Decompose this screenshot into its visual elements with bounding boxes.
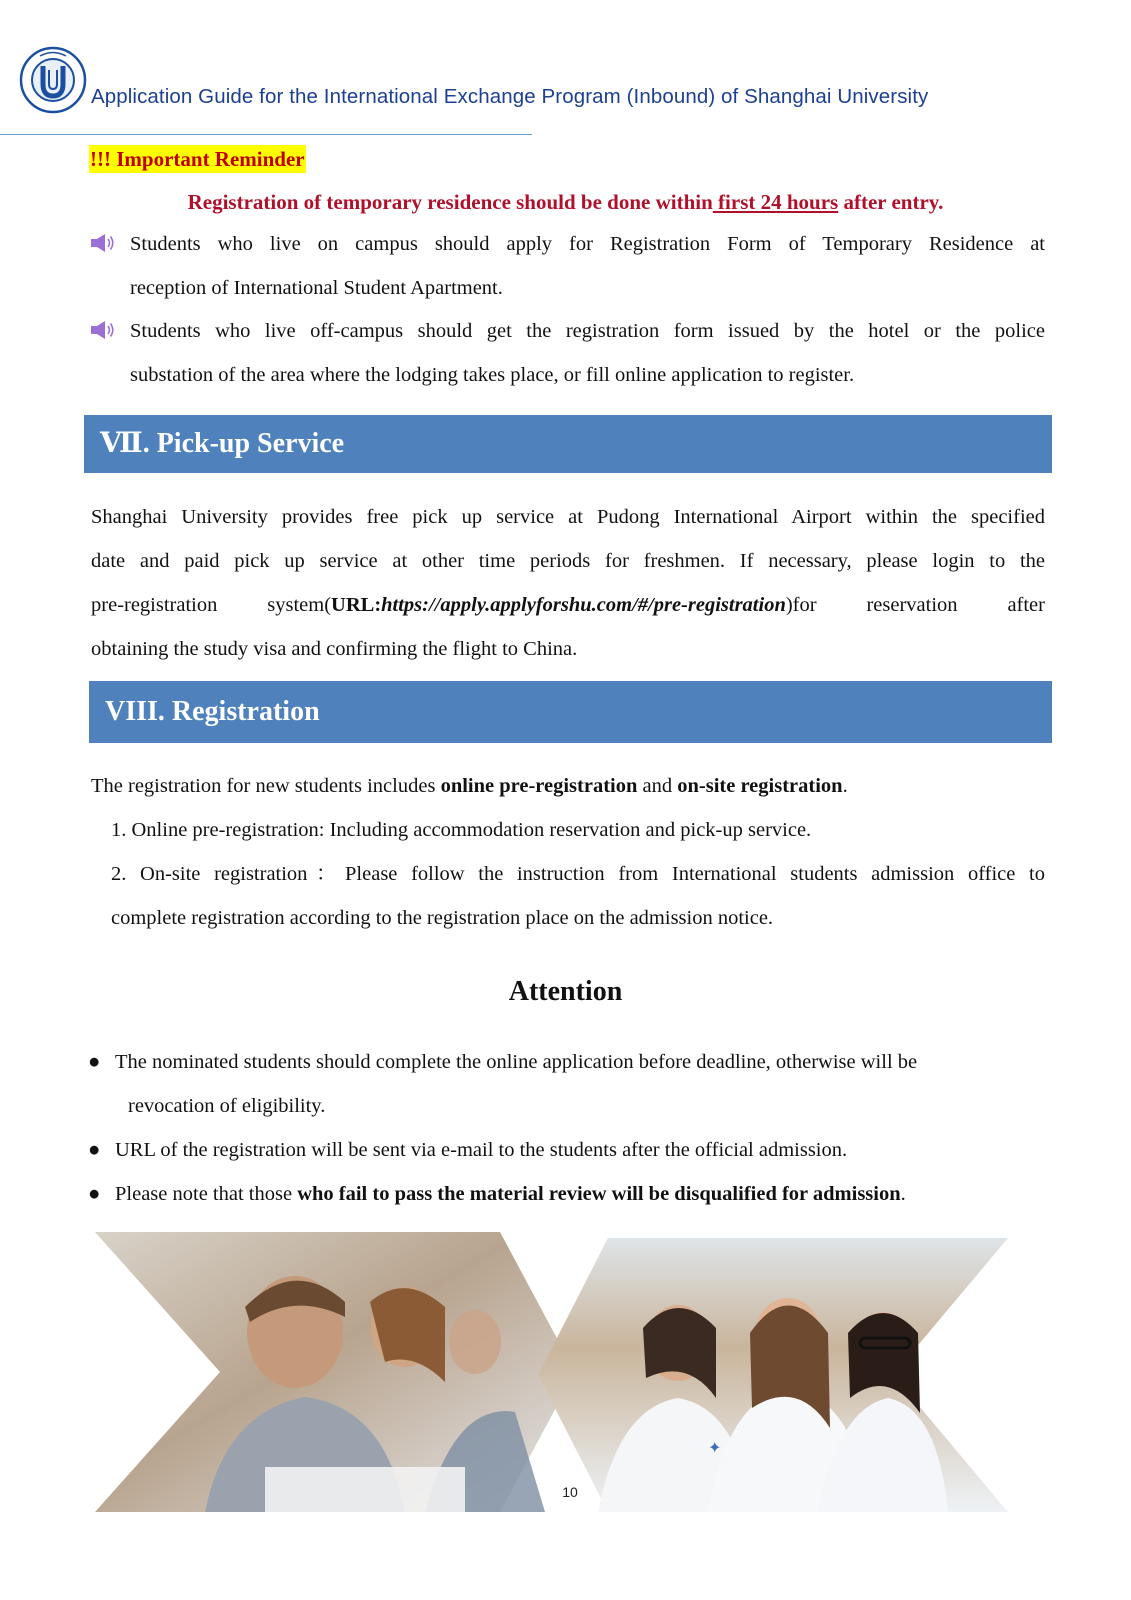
registration-item-onsite: 2. On-site registration：Please follow the instruction from International students admission office to <box>111 863 1045 885</box>
attention-item-url: ● URL of the registration will be sent via e-mail to the students after the official admission. <box>88 1128 1048 1172</box>
svg-text:✦: ✦ <box>708 1438 722 1457</box>
important-reminder-title: !!! Important Reminder <box>90 147 305 171</box>
attention-item-review: ● Please note that those who fail to pass the material review will be disqualified for admission. <box>88 1172 1048 1216</box>
section-heading-pickup-service: Ⅶ. Pick-up Service <box>84 415 1052 473</box>
bullet-icon: ● <box>88 1051 101 1073</box>
reminder-item-on-campus: Students who live on campus should apply for Registration Form of Temporary Residence at reception of International Student Apartment. <box>90 222 1045 310</box>
page-number: 10 <box>562 1484 578 1500</box>
section-heading-registration: VIII. Registration <box>89 681 1052 743</box>
header-title: Application Guide for the International Exchange Program (Inbound) of Shanghai University <box>91 85 929 108</box>
students-studying-photo <box>95 1232 575 1512</box>
shanghai-university-logo <box>18 44 88 116</box>
reminder-item-off-campus: Students who live off-campus should get the registration form issued by the hotel or the police substation of the area where the lodging takes place, or fill online application to register. <box>90 309 1045 397</box>
pickup-service-paragraph: Shanghai University provides free pick up service at Pudong International Airport within the specified date and paid pick up service at other time periods for freshmen. If necessary, please login to the pre-registration system(URL:https://apply.applyforshu.com/#/pre-registration)for reservation after obtaining the study visa and confirming the flight to China. <box>91 506 1045 660</box>
header-divider <box>0 134 532 135</box>
bullet-icon: ● <box>88 1183 101 1205</box>
pre-registration-url[interactable]: URL:https://apply.applyforshu.com/#/pre-registration <box>331 594 786 616</box>
attention-heading: Attention <box>508 976 623 1007</box>
registration-item-online: 1. Online pre-registration: Including accommodation reservation and pick-up service. <box>111 819 812 841</box>
bullet-icon: ● <box>88 1139 101 1161</box>
registration-list: 1. Online pre-registration: Including accommodation reservation and pick-up service. 2. On-site registration：Please follow the instruction from International students admission office to complete registration according to the registration place on the admission notice. <box>111 808 1045 940</box>
speaker-icon <box>90 232 116 254</box>
temporary-residence-notice: Registration of temporary residence should be done within first 24 hours after entry. <box>187 190 944 214</box>
attention-item-deadline: ● The nominated students should complete the online application before deadline, otherwise will be revocation of eligibility. <box>88 1040 1048 1128</box>
first-24-hours-emphasis: first 24 hours <box>712 190 839 214</box>
smiling-students-photo <box>538 1238 1028 1512</box>
speaker-icon <box>90 319 116 341</box>
registration-paragraph: The registration for new students includes online pre-registration and on-site registration. <box>91 775 848 797</box>
